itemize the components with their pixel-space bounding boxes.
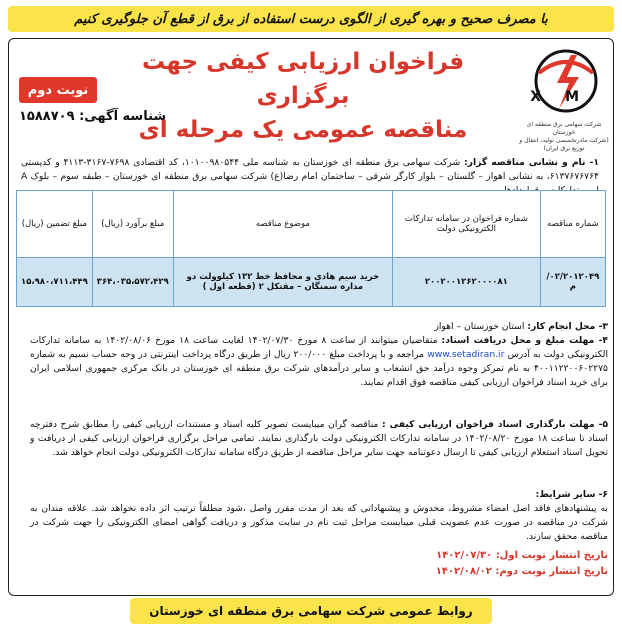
table-header: شماره مناقصه xyxy=(540,191,605,258)
second-publish-label: تاریخ انتشار نوبت دوم: xyxy=(495,566,608,577)
section-5-label: ۵- مهلت بارگذاری اسناد فراخوان ارزیابی کیفی : xyxy=(381,419,609,430)
logo-caption-line1: شرکت سهامی برق منطقه ای خوزستان xyxy=(526,121,602,136)
second-publish-date xyxy=(436,566,608,577)
tender-table xyxy=(16,190,606,307)
notice-title xyxy=(123,45,483,147)
section-3-text: استان خوزستان – اهواز xyxy=(434,321,525,332)
section-3-label: ۳- محل انجام کار: xyxy=(527,321,608,332)
section-6-label: ۶- سایر شرایط: xyxy=(535,489,608,500)
table-header: موضوع مناقصه xyxy=(173,191,392,258)
first-publish-label: تاریخ انتشار نوبت اول: xyxy=(495,550,608,561)
table-header-row xyxy=(17,191,606,258)
title-line2: مناقصه عمومی یک مرحله ای xyxy=(138,117,468,143)
table-cell: خرید سیم هادی و محافظ خط ۱۳۲ کیلوولت دو مداره سمنگان – مقتکل ۲ (قطعه اول ) xyxy=(173,258,392,307)
setadiran-link[interactable]: www.setadiran.ir xyxy=(427,349,505,360)
table-cell: ۱۵،۹۸۰،۷۱۱،۴۴۹ xyxy=(17,258,93,307)
table-cell: ۰۲/۲۰۱۲۰۴۹/م xyxy=(540,258,605,307)
section-1-text: شرکت سهامی برق منطقه ای خوزستان به شناسه ملی ۱۰۱۰۰۹۸۰۵۴۴، کد اقتصادی ۷۶۹۸-۳۱۶۷-۴۱۱۳ و کدپستی ۶۱۳۷۶۷۶۷۶۴، به نشانی اهواز – گلستان – بلوار کارگر شرقی – ساختمان امام رضا(ع) شرکت سهامی برق منطقه ای خوزستان – طبقه سوم – بلوک A xyxy=(21,157,599,182)
company-logo xyxy=(525,43,607,123)
section-5 xyxy=(30,418,608,460)
logo-caption-line2: (شرکت مادرتخصصی تولید، انتقال و توزیع برق ایران) xyxy=(519,137,609,152)
bottom-banner: روابط عمومی شرکت سهامی برق منطقه ای خوزستان xyxy=(130,598,492,624)
table-row xyxy=(17,258,606,307)
logo-icon xyxy=(525,43,607,123)
logo-caption xyxy=(519,121,609,153)
section-4-label: ۴- مهلت مبلغ و محل دریافت اسناد: xyxy=(441,335,609,346)
notice-id: شناسه آگهی: ۱۵۸۸۷۰۹ xyxy=(19,109,167,124)
section-6-text: به پیشنهادهای فاقد اصل امضاء مشروط، مخدوش و پیشنهاداتی که بعد از مدت مقرر واصل ،شود مطلقاً ترتیب اثر داده نخواهد شد. علاقه مندان به شرکت در مناقصه در صورت عدم عضویت قبلی میبایست مراحل ثبت نام در سایت مذکور و دریافت گواهی امضای الکترونیکی را جهت شرکت در مناقصه محقق سازند. xyxy=(30,503,608,542)
second-publish-value: ۱۴۰۲/۰۸/۰۲ xyxy=(435,566,492,577)
section-1-label: ۱- نام و نشانی مناقصه گزار: xyxy=(464,157,599,168)
table-header: مبلغ برآورد (ریال) xyxy=(92,191,173,258)
first-publish-value: ۱۴۰۲/۰۷/۳۰ xyxy=(436,550,493,561)
section-6 xyxy=(30,488,608,544)
table-header: مبلغ تضمین (ریال) xyxy=(17,191,93,258)
section-5-text: مناقصه گران میبایست تصویر کلیه اسناد و مستندات ارزیابی کیفی را مطابق شرح دفترچه اسناد تا ساعت ۱۸ مورخ ۱۴۰۲/۰۸/۲۰ در سامانه تدارکات الکترونیکی دولت بارگذاری نمایند. تمامی مراحل برگزاری فراخوان ارزیابی کیفی از دریافت و تحویل اسناد استعلام ارزیابی کیفی تا ارسال دعوتنامه جهت سایر مراحل مناقصه از طریق درگاه سامانه تدارکات الکترونیکی دولت انجام خواهد شد. xyxy=(30,419,608,458)
section-4-text-a: متقاضیان میتوانند از ساعت ۸ مورخ ۱۴۰۲/۰۷/۳۰ لغایت ساعت ۱۸ مورخ ۱۴۰۲/۰۸/۰۶ به سامانه تدارکات الکترونیکی دولت به آدرس xyxy=(30,335,609,360)
svg-text:M: M xyxy=(565,89,579,105)
round-badge: نوبت دوم xyxy=(19,77,97,103)
table-cell: ۳۶۴،۰۳۵،۵۷۲،۴۲۹ xyxy=(92,258,173,307)
svg-text:X: X xyxy=(530,89,541,105)
section-4-text-b: مراجعه و با پرداخت مبلغ ۲۰۰/۰۰۰ ریال از طریق درگاه پرداخت اینترنتی در وجه حساب نسیم به شماره ۴۰۰۱۱۲۲۰۰۶۰۲۲۷۵ به نام تمرکز وجوه درآمد حق انشعاب و سایر درآمدهای شرکت برق منطقه ای خوزستان در بانک مرکزی جمهوری اسلامی ایران برای خرید اسناد فراخوان ارزیابی کیفی مناقصه فوق اقدام نمایند. xyxy=(30,349,608,388)
section-4 xyxy=(30,334,608,390)
table-cell: ۲۰۰۲۰۰۱۲۶۲۰۰۰۰۸۱ xyxy=(393,258,541,307)
table-header: شماره فراخوان در سامانه تدارکات الکترونیکی دولت xyxy=(393,191,541,258)
first-publish-date xyxy=(436,550,608,561)
top-banner: با مصرف صحیح و بهره گیری از الگوی درست استفاده از برق از قطع آن جلوگیری کنیم xyxy=(8,6,614,32)
title-line1: فراخوان ارزیابی کیفی جهت برگزاری xyxy=(141,49,465,109)
section-3 xyxy=(30,320,608,334)
